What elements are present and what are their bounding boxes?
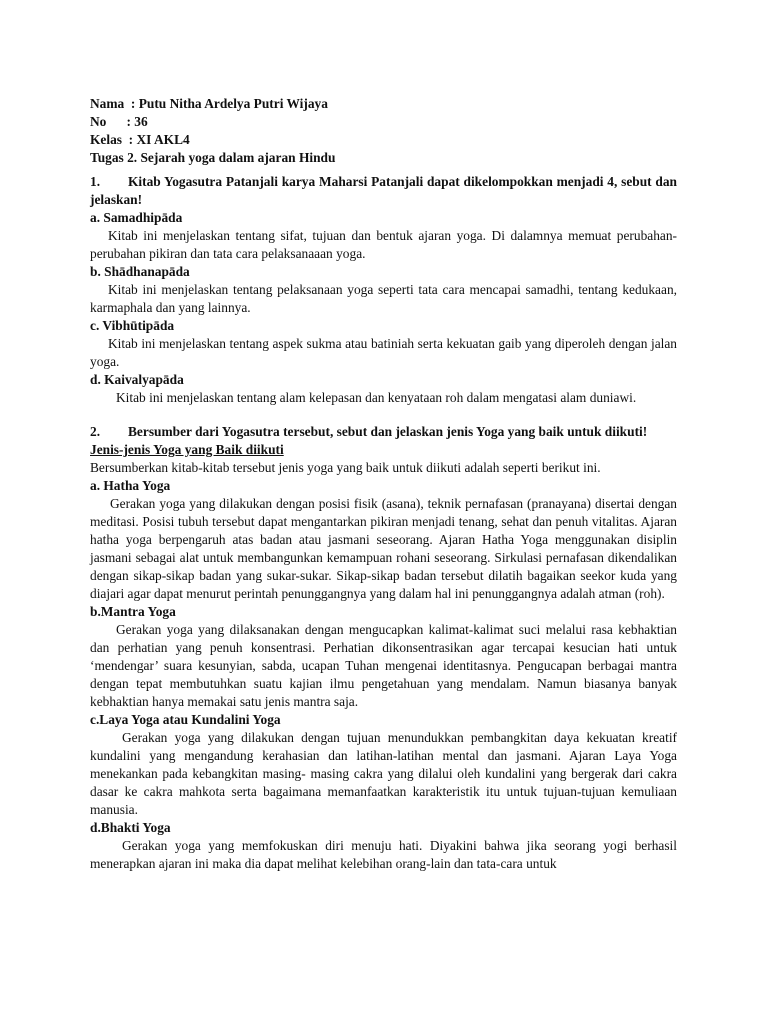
section-heading: a. Samadhipāda [90, 210, 183, 225]
question-1 [90, 173, 677, 209]
section-paragraph: Gerakan yoga yang dilakukan dengan tujuan menundukkan pembangkitan daya kekuatan kreatif kundalini yang mengandung kerahasian dan latihan-latihan mental dan jasmani. Ajaran Laya Yoga menekankan pada kebangkitan masing- masing cakra yang dilalui oleh kundalini yang bergerak dari cakra dasar ke cakra mahkota serta bagaimana memanfaatkan karakteristik itu untuk tujuan-tujuan kemuliaan manusia. [90, 730, 677, 817]
student-number-line: No : 36 [90, 114, 148, 129]
section-paragraph: Kitab ini menjelaskan tentang pelaksanaan yoga seperti tata cara mencapai samadhi, tentang kedukaan, karmaphala dan yang lainnya. [90, 282, 677, 315]
section-heading: d.Bhakti Yoga [90, 820, 171, 835]
task-title: Tugas 2. Sejarah yoga dalam ajaran Hindu [90, 150, 336, 165]
subheading: Jenis-jenis Yoga yang Baik diikuti [90, 442, 284, 457]
question-number: 2. [90, 424, 101, 439]
question-2 [90, 423, 677, 441]
question-text: Bersumber dari Yogasutra tersebut, sebut dan jelaskan jenis Yoga yang baik untuk diikuti! [128, 424, 648, 439]
section-heading: a. Hatha Yoga [90, 478, 171, 493]
student-name-line: Nama : Putu Nitha Ardelya Putri Wijaya [90, 96, 328, 111]
section-heading: b. Shādhanapāda [90, 264, 190, 279]
section-heading: c. Vibhūtipāda [90, 318, 175, 333]
section-paragraph: Kitab ini menjelaskan tentang sifat, tujuan dan bentuk ajaran yoga. Di dalamnya memuat perubahan-perubahan pikiran dan tata cara pelaksanaaan yoga. [90, 228, 677, 261]
question-number: 1. [90, 174, 101, 189]
class-line: Kelas : XI AKL4 [90, 132, 190, 147]
section-paragraph: Kitab ini menjelaskan tentang aspek sukma atau batiniah serta kekuatan gaib yang diperoleh dengan jalan yoga. [90, 336, 677, 369]
question-text: Kitab Yogasutra Patanjali karya Maharsi Patanjali dapat dikelompokkan menjadi 4, sebut dan jelaskan! [90, 174, 677, 207]
section-heading: d. Kaivalyapāda [90, 372, 184, 387]
section-heading: c.Laya Yoga atau Kundalini Yoga [90, 712, 281, 727]
document-body [90, 95, 677, 873]
section-heading: b.Mantra Yoga [90, 604, 176, 619]
section-paragraph: Gerakan yoga yang dilakukan dengan posisi fisik (asana), teknik pernafasan (pranayana) disertai dengan meditasi. Posisi tubuh tersebut dapat mengantarkan pikiran menjadi tenang, sehat dan penuh vitalitas. Ajaran hatha yoga berpengaruh atas badan atau jasmani seseorang. Ajaran Hatha Yoga menggunakan disiplin jasmani sebagai alat untuk membangunkan kemampuan rohani seseorang. Sirkulasi pernafasan dikendalikan dengan sikap-sikap badan yang sukar-sukar. Sikap-sikap badan tersebut dilatih bagaikan seekor kuda yang diajari agar dapat menurut perintah penunggangnya yang dalam hal ini penunggangnya adalah atman (roh). [90, 496, 677, 601]
section-paragraph: Gerakan yoga yang dilaksanakan dengan mengucapkan kalimat-kalimat suci melalui rasa kebhaktian dan perhatian yang penuh konsentrasi. Perhatian dikonsentrasikan agar tercapai kesucian hati untuk ‘mendengar’ suara kesunyian, sabda, ucapan Tuhan mengenai identitasnya. Pengucapan berbagai mantra dengan tepat membutuhkan suatu kajian ilmu pengetahuan yang mendalam. Namun biasanya banyak kebhaktian hanya memakai satu jenis mantra saja. [90, 622, 677, 709]
section-paragraph: Gerakan yoga yang memfokuskan diri menuju hati. Diyakini bahwa jika seorang yogi berhasil menerapkan ajaran ini maka dia dapat melihat kelebihan orang-lain dan tata-cara untuk [90, 838, 677, 871]
section-paragraph: Kitab ini menjelaskan tentang alam kelepasan dan kenyataan roh dalam mengatasi alam duniawi. [116, 390, 637, 405]
intro-paragraph: Bersumberkan kitab-kitab tersebut jenis yoga yang baik untuk diikuti adalah seperti berikut ini. [90, 460, 601, 475]
